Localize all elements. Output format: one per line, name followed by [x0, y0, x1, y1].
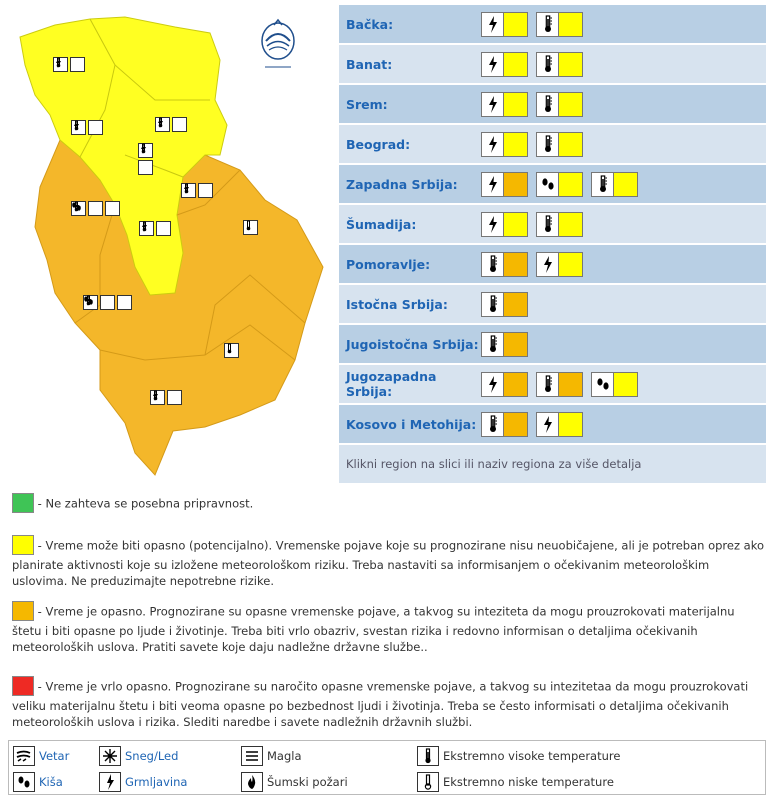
high-temperature-icon — [592, 173, 614, 196]
region-row[interactable] — [339, 245, 766, 285]
high-temperature-icon — [537, 93, 559, 116]
high-temperature-icon — [537, 53, 559, 76]
wind-icon — [13, 746, 35, 766]
red-level-text: - Vreme je vrlo opasno. Prognozirane su naročito opasne vremenske pojave, a takvog su intezitetaa da mogu prouzrokovati veliku materijalnu štetu i biti veoma opasne po bezbednost ljudi i životinja. Treba se često informisati o detaljima očekivanih meteoroloških uslova i rizika. Slediti naredbe i savete nadležnih državnih službi. — [12, 679, 749, 729]
region-row[interactable] — [339, 205, 766, 245]
map-icons-jugozapadna-srbija[interactable] — [83, 295, 132, 310]
orange-level-indicator — [559, 373, 582, 396]
map-icons-pomoravlje[interactable] — [181, 183, 213, 198]
region-name-link[interactable]: Bačka: — [346, 16, 394, 32]
high-temperature-icon — [156, 221, 171, 236]
high-temperature-icon — [537, 13, 559, 36]
high-temperature-icon — [105, 201, 120, 216]
warning-badge[interactable] — [536, 372, 583, 397]
thunderstorm-icon — [482, 53, 504, 76]
serbia-warning-map[interactable] — [5, 5, 335, 483]
warning-badge[interactable] — [481, 252, 528, 277]
yellow-level-indicator — [559, 413, 582, 436]
warning-badge[interactable] — [481, 412, 528, 437]
rain-icon — [592, 373, 614, 396]
region-name-link[interactable]: Kosovo i Metohija: — [346, 416, 477, 432]
map-icons-jugoistocna-srbija[interactable] — [224, 343, 239, 358]
level-legend-red — [12, 676, 764, 730]
map-icons-banat[interactable] — [155, 117, 187, 132]
high-temperature-icon — [243, 220, 258, 235]
rain-icon — [537, 173, 559, 196]
legend-rain — [13, 772, 63, 792]
high-temperature-icon — [88, 120, 103, 135]
yellow-level-indicator — [559, 213, 582, 236]
warning-badge[interactable] — [481, 332, 528, 357]
region-row[interactable] — [339, 165, 766, 205]
legend-label: Kiša — [39, 775, 63, 789]
rhmz-logo-icon — [257, 17, 299, 71]
region-row[interactable] — [339, 85, 766, 125]
high-temperature-icon — [482, 333, 504, 356]
fog-icon — [241, 746, 263, 766]
orange-level-indicator — [504, 253, 527, 276]
region-name-link[interactable]: Jugoistočna Srbija: — [346, 336, 479, 352]
thunderstorm-icon — [537, 413, 559, 436]
region-row[interactable] — [339, 5, 766, 45]
region-name-link[interactable]: Srem: — [346, 96, 388, 112]
orange-level-text: - Vreme je opasno. Prognozirane su opasne vremenske pojave, a takvog su inteziteta da mogu prouzrokovati materijalnu štetu i biti opasne po ljude i životinje. Treba biti vrlo obazriv, svestan rizika i redovno informisan o detaljima očekivanih meteoroloških uslova. Pratiti savete koje daju nadležne državne službe.. — [12, 604, 735, 654]
high-temperature-icon — [482, 413, 504, 436]
rain-icon — [13, 772, 35, 792]
map-icons-kosovo-i-metohija[interactable] — [150, 390, 182, 405]
warning-badge[interactable] — [536, 12, 583, 37]
rain-icon — [88, 201, 103, 216]
warning-badge[interactable] — [481, 132, 528, 157]
warning-badge[interactable] — [481, 52, 528, 77]
legend-high-temperature — [417, 746, 620, 766]
map-icons-beograd[interactable] — [138, 143, 153, 175]
yellow-level-indicator — [614, 173, 637, 196]
warning-badge[interactable] — [481, 372, 528, 397]
legend-forest-fire — [241, 772, 348, 792]
orange-level-indicator — [504, 413, 527, 436]
region-row[interactable] — [339, 45, 766, 85]
warning-badge[interactable] — [536, 52, 583, 77]
map-icons-istocna-srbija[interactable] — [243, 220, 258, 235]
warning-badge[interactable] — [536, 92, 583, 117]
warning-badge[interactable] — [481, 12, 528, 37]
forest-fire-icon — [241, 772, 263, 792]
thunderstorm-icon — [100, 295, 115, 310]
region-name-link[interactable]: Istočna Srbija: — [346, 296, 448, 312]
region-name-link[interactable]: Banat: — [346, 56, 393, 72]
region-row[interactable] — [339, 405, 766, 445]
region-name-link[interactable]: Pomoravlje: — [346, 256, 431, 272]
yellow-level-indicator — [559, 173, 582, 196]
warning-badge[interactable] — [481, 212, 528, 237]
warning-badge[interactable] — [536, 412, 583, 437]
high-temperature-icon — [172, 117, 187, 132]
yellow-level-swatch — [12, 535, 34, 555]
yellow-level-indicator — [504, 213, 527, 236]
legend-snow-ice — [99, 746, 178, 766]
level-legend-green — [12, 493, 764, 515]
warning-badge[interactable] — [536, 172, 583, 197]
warning-badge[interactable] — [591, 372, 638, 397]
yellow-level-indicator — [504, 13, 527, 36]
high-temperature-icon — [417, 746, 439, 766]
region-warning-table — [339, 5, 766, 483]
high-temperature-icon — [482, 293, 504, 316]
warning-badge[interactable] — [591, 172, 638, 197]
green-level-text: - Ne zahteva se posebna pripravnost. — [34, 496, 254, 511]
level-legend-orange — [12, 601, 764, 655]
orange-level-swatch — [12, 601, 34, 621]
level-legend-yellow — [12, 535, 764, 589]
yellow-level-indicator — [504, 93, 527, 116]
legend-label: Sneg/Led — [125, 749, 179, 763]
high-temperature-icon — [224, 343, 239, 358]
region-name-link[interactable]: Jugozapadna Srbija: — [346, 369, 437, 399]
thunderstorm-icon — [537, 253, 559, 276]
yellow-level-indicator — [559, 133, 582, 156]
green-level-swatch — [12, 493, 34, 513]
yellow-level-indicator — [614, 373, 637, 396]
yellow-level-text: - Vreme može biti opasno (potencijalno). Vremenske pojave koje su prognozirane nisu neuobičajene, ali je potreban oprez ako planirate aktivnosti koje su izložene meteorološkom riziku. Treba nastaviti sa informisanjem o očekivanim meteorološkim uslovima. Ne preduzimajte nepotrebne rizike. — [12, 538, 765, 588]
map-regions-svg[interactable] — [5, 5, 335, 483]
orange-level-indicator — [504, 173, 527, 196]
thunderstorm-icon — [482, 93, 504, 116]
region-name-link[interactable]: Beograd: — [346, 136, 411, 152]
thunderstorm-icon — [482, 373, 504, 396]
warning-badge[interactable] — [536, 132, 583, 157]
region-row[interactable] — [339, 285, 766, 325]
legend-wind — [13, 746, 69, 766]
orange-level-indicator — [504, 333, 527, 356]
legend-fog — [241, 746, 302, 766]
legend-low-temperature — [417, 772, 614, 792]
thunderstorm-icon — [198, 183, 213, 198]
orange-level-indicator — [504, 293, 527, 316]
map-icons-srem[interactable] — [71, 120, 103, 135]
region-name-link[interactable]: Zapadna Srbija: — [346, 176, 458, 192]
region-row[interactable] — [339, 125, 766, 165]
thunderstorm-icon — [482, 13, 504, 36]
high-temperature-icon — [138, 160, 153, 175]
high-temperature-icon — [537, 373, 559, 396]
thunderstorm-icon — [482, 213, 504, 236]
thunderstorm-icon — [70, 57, 85, 72]
low-temperature-icon — [417, 772, 439, 792]
warning-badge[interactable] — [536, 212, 583, 237]
region-row[interactable] — [339, 325, 766, 365]
map-icons-backa[interactable] — [53, 57, 85, 72]
high-temperature-icon — [537, 133, 559, 156]
yellow-level-indicator — [559, 53, 582, 76]
high-temperature-icon — [482, 253, 504, 276]
warning-badge[interactable] — [536, 252, 583, 277]
red-level-swatch — [12, 676, 34, 696]
yellow-level-indicator — [559, 253, 582, 276]
legend-thunderstorm — [99, 772, 187, 792]
legend-label: Magla — [267, 749, 302, 763]
map-icons-zapadna-srbija[interactable] — [71, 201, 120, 216]
region-hint-text: Klikni region na slici ili naziv regiona za više detalja — [339, 445, 766, 483]
warning-badge[interactable] — [481, 292, 528, 317]
region-row[interactable] — [339, 365, 766, 405]
legend-label: Vetar — [39, 749, 70, 763]
warning-badge[interactable] — [481, 92, 528, 117]
thunderstorm-icon — [99, 772, 121, 792]
rain-icon — [117, 295, 132, 310]
map-icons-sumadija[interactable] — [139, 221, 171, 236]
warning-badge[interactable] — [481, 172, 528, 197]
legend-label: Ekstremno visoke temperature — [443, 749, 621, 763]
yellow-level-indicator — [504, 133, 527, 156]
region-name-link[interactable]: Šumadija: — [346, 216, 417, 232]
legend-label: Šumski požari — [267, 775, 348, 789]
orange-level-indicator — [504, 373, 527, 396]
yellow-level-indicator — [559, 13, 582, 36]
thunderstorm-icon — [482, 133, 504, 156]
thunderstorm-icon — [482, 173, 504, 196]
legend-label: Grmljavina — [125, 775, 188, 789]
yellow-level-indicator — [504, 53, 527, 76]
thunderstorm-icon — [167, 390, 182, 405]
icon-legend — [8, 740, 766, 795]
legend-label: Ekstremno niske temperature — [443, 775, 614, 789]
high-temperature-icon — [537, 213, 559, 236]
snow-ice-icon — [99, 746, 121, 766]
yellow-level-indicator — [559, 93, 582, 116]
